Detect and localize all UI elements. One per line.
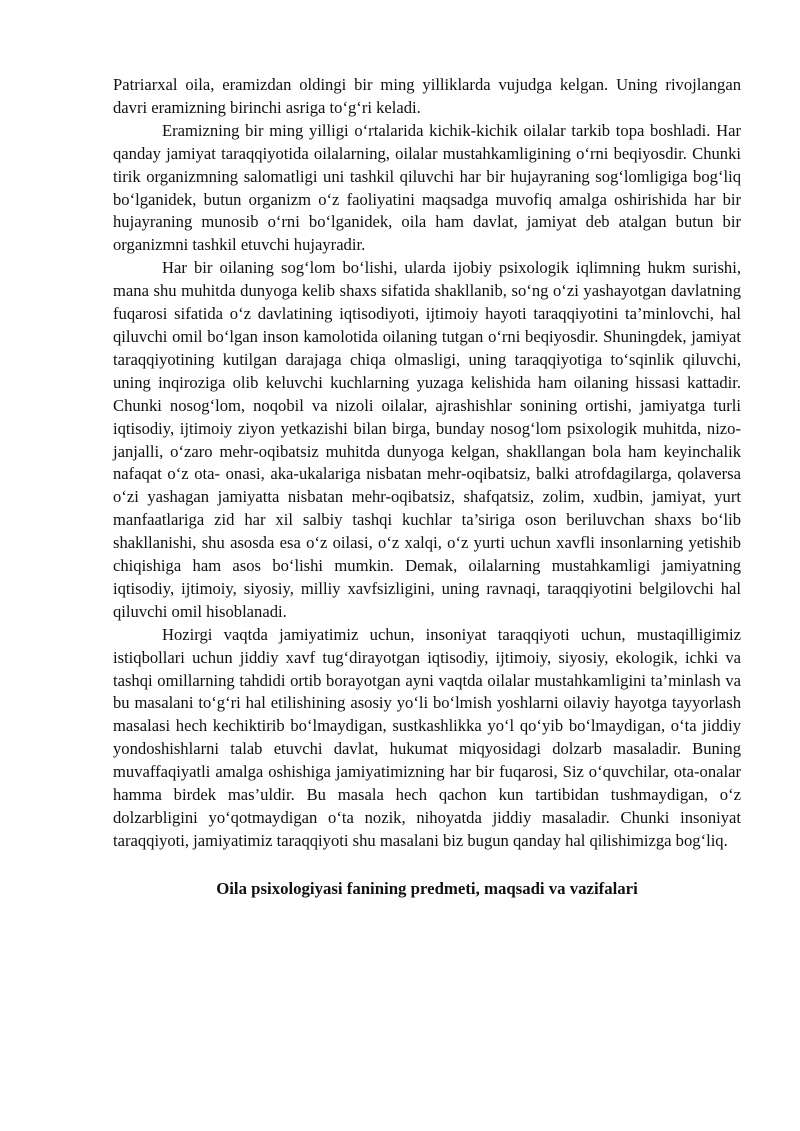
- document-page: [113, 74, 741, 900]
- paragraph-patriarchal-family: Patriarxal oila, eramizdan oldingi bir ming yilliklarda vujudga kelgan. Uning rivojlangan davri eramizning birinchi asriga to‘g‘ri keladi.: [113, 75, 741, 117]
- section-heading: Oila psixologiyasi fanining predmeti, maqsadi va vazifalari: [216, 878, 638, 898]
- paragraph-small-families: Eramizning bir ming yilligi o‘rtalarida kichik-kichik oilalar tarkib topa boshladi. Har qanday jamiyat taraqqiyotida oilalarning, oilalar mustahkamligining o‘rni beqiyosdir. Chunki tirik organizmning salomatligi uni tashkil qiluvchi har bir hujayraning sog‘lomligiga bog‘liq bo‘lganidek, butun organizm o‘z faoliyatini maqsadga muvofiq amalga oshirishida har bir hujayraning munosib o‘rni bo‘lganidek, oila ham davlat, jamiyat deb atalgan butun bir organizmni tashkil etuvchi hujayradir.: [113, 120, 741, 255]
- paragraph-current-threats: Hozirgi vaqtda jamiyatimiz uchun, insoniyat taraqqiyoti uchun, mustaqilligimiz istiqbollari uchun jiddiy xavf tug‘dirayotgan iqtisodiy, ijtimoiy, siyosiy, ekologik, ichki va tashqi omillarning tahdidi ortib borayotgan ayni vaqtda oilalar mustahkamligini ta’minlash va bu masalani to‘g‘ri hal etilishining asosiy yo‘li bo‘lmish yoshlarni oilaviy hayotga tayyorlash masalasi hech kechiktirib bo‘lmaydigan, sustkashlikka yo‘l qo‘yib bo‘lmaydigan, o‘ta jiddiy yondoshishlarni talab etuvchi davlat, hukumat miqyosidagi dolzarb masaladir. Buning muvaffaqiyatli amalga oshishiga jamiyatimizning har bir fuqarosi, Siz o‘quvchilar, ota-onalar hamma birdek mas’uldir. Bu masala hech qachon kun tartibidan tushmaydigan, o‘z dolzarbligini yo‘qotmaydigan o‘ta nozik, nihoyatda jiddiy masaladir. Chunki insoniyat taraqqiyoti, jamiyatimiz taraqqiyoti shu masalani biz bugun qanday hal qilishimizga bog‘liq.: [113, 624, 741, 850]
- paragraph-healthy-family: Har bir oilaning sog‘lom bo‘lishi, ularda ijobiy psixologik iqlimning hukm surishi, mana shu muhitda dunyoga kelib shaxs sifatida shakllanib, so‘ng o‘zi yashayotgan davlatning fuqarosi sifatida o‘z davlatining iqtisodiyoti, ijtimoiy hayoti taraqqiyotini ta’minlovchi, hal qiluvchi omil bo‘lgan inson kamolotida oilaning tutgan o‘rni beqiyosdir. Shuningdek, jamiyat taraqqiyotining kutilgan darajaga chiqa olmasligi, uning taraqqiyotiga to‘sqinlik qiluvchi, uning inqiroziga olib keluvchi kuchlarning yuzaga kelishida ham oilaning hissasi kattadir. Chunki nosog‘lom, noqobil va nizoli oilalar, ajrashishlar sonining ortishi, jamiyatga turli iqtisodiy, ijtimoiy ziyon yetkazishi bilan birga, bunday nosog‘lom psixologik muhitda, nizo-janjalli, o‘zaro mehr-oqibatsiz muhitda dunyoga kelgan, shakllangan bola ham keyinchalik nafaqat o‘z ota- onasi, aka-ukalariga nisbatan mehr-oqibatsiz, balki atrofdagilarga, qolaversa o‘zi yashagan jamiyatta nisbatan mehr-oqibatsiz, shafqatsiz, zolim, xudbin, jamiyat, yurt manfaatlariga zid har xil salbiy tashqi kuchlar ta’siriga oson beriluvchan shaxs bo‘lib shakllanishi, shu asosda esa o‘z oilasi, o‘z xalqi, o‘z yurti uchun xavfli insonlarning yetishib chiqishiga ham asos bo‘lishi mumkin. Demak, oilalarning mustahkamligi jamiyatning iqtisodiy, ijtimoiy, siyosiy, milliy xavfsizligini, uning ravnaqi, taraqqiyotini belgilovchi hal qiluvchi omil hisoblanadi.: [113, 258, 741, 621]
